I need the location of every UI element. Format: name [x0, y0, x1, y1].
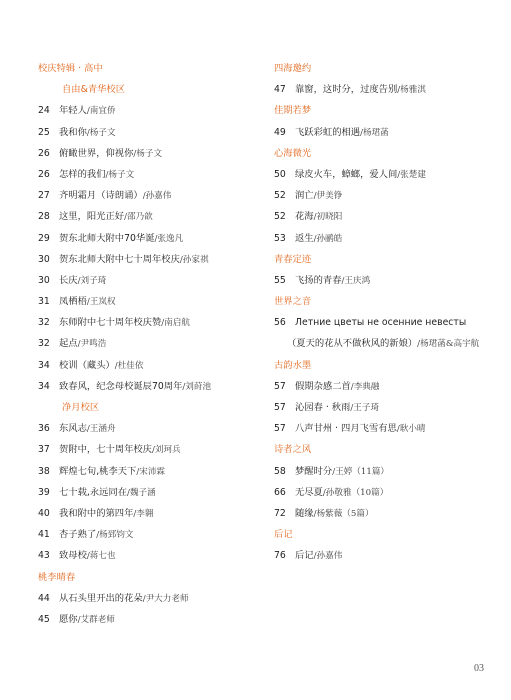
entry-author: /南宜侨 — [86, 106, 116, 117]
entry-page-number: 50 — [274, 168, 286, 180]
entry-page-number: 55 — [274, 274, 286, 286]
toc-entry — [274, 79, 506, 100]
toc-entry — [274, 164, 506, 185]
entry-page-number: 26 — [38, 168, 50, 180]
section-heading: 四海邀约 — [274, 63, 312, 74]
section-heading: 心海微光 — [274, 147, 312, 159]
entry-title: 东师附中七十周年校庆赞 — [59, 317, 162, 329]
entry-title: 校训（藏头） — [59, 359, 115, 371]
entry-title: 凤栖梧 — [59, 296, 87, 308]
entry-page-number: 41 — [38, 529, 50, 541]
entry-page-number: 31 — [38, 296, 50, 308]
entry-page-number: 56 — [274, 317, 286, 329]
entry-author: /尹鸣浩 — [77, 339, 107, 350]
entry-title: 齐明霜月（诗朗诵） — [59, 190, 143, 202]
toc-entry — [274, 312, 506, 333]
entry-author: /杨珺菡 — [360, 127, 389, 138]
entry-title: 从石头里开出的花朵 — [59, 592, 143, 604]
toc-entry — [38, 270, 263, 291]
toc-entry-continuation — [274, 333, 506, 354]
section-heading: 佳期若梦 — [274, 105, 312, 117]
entry-author: /杨子文 — [86, 127, 116, 138]
section-heading: 古韵水墨 — [274, 359, 312, 371]
section-heading: 后记 — [274, 529, 293, 541]
entry-page-number: 57 — [274, 423, 286, 435]
entry-author: /初晓阳 — [313, 212, 343, 223]
entry-page-number: 40 — [38, 507, 50, 519]
entry-author: /王涵舟 — [86, 424, 116, 435]
entry-page-number: 52 — [274, 211, 286, 223]
entry-title: 沁园春 · 秋雨 — [295, 402, 351, 413]
entry-page-number: 52 — [274, 190, 286, 202]
entry-page-number: 34 — [38, 380, 50, 392]
entry-title: 怎样的我们 — [59, 168, 106, 180]
entry-author: /邵乃歆 — [124, 212, 153, 223]
entry-title: 返生 — [295, 232, 314, 244]
entry-title: 无尽夏 — [295, 486, 323, 498]
entry-author: /伊美铮 — [313, 191, 343, 202]
entry-title: 飞跃彩虹的相遇 — [295, 126, 361, 138]
entry-author: /杨郅钧文 — [96, 530, 134, 541]
entry-title: 致母校 — [59, 550, 87, 562]
page-number: 03 — [474, 663, 484, 674]
toc-entry — [38, 609, 263, 630]
entry-page-number: 32 — [38, 317, 50, 329]
entry-page-number: 29 — [38, 232, 50, 244]
entry-author: /王庆鸿 — [341, 275, 371, 286]
section-heading: 诗者之风 — [274, 444, 312, 456]
toc-left-column — [38, 58, 263, 630]
toc-entry — [38, 482, 263, 503]
entry-author: /杨子文 — [133, 148, 163, 159]
entry-author: /杜佳依 — [114, 360, 144, 371]
toc-entry — [38, 185, 263, 206]
toc-entry — [38, 355, 263, 376]
entry-page-number: 47 — [274, 84, 286, 96]
entry-page-number: 28 — [38, 211, 50, 223]
entry-title: 靠窗，这时分，过度告别 — [295, 84, 398, 96]
entry-author: /尹大力老师 — [142, 593, 189, 604]
entry-author: /杨子文 — [105, 169, 135, 180]
toc-entry — [38, 418, 263, 439]
entry-page-number: 27 — [38, 190, 50, 202]
entry-author: /孙嘉伟 — [313, 551, 343, 562]
entry-author: /李翱 — [133, 508, 154, 519]
entry-title: 年轻人 — [59, 105, 87, 117]
toc-entry — [38, 461, 263, 482]
toc-entry — [38, 503, 263, 524]
subsection-heading: 净月校区 — [62, 402, 100, 413]
entry-title: 东风志 — [59, 423, 87, 435]
entry-title: 后记 — [295, 550, 314, 562]
entry-author: /孙家祺 — [179, 254, 209, 265]
subsection-heading: 自由&青华校区 — [62, 84, 126, 96]
entry-page-number: 58 — [274, 465, 286, 477]
entry-title: Летние цветы не осенние невесты — [295, 317, 467, 329]
entry-author: /王岚权 — [86, 297, 116, 308]
toc-entry — [274, 185, 506, 206]
toc-entry — [38, 122, 263, 143]
toc-entry — [38, 143, 263, 164]
entry-page-number: 43 — [38, 550, 50, 562]
toc-entry — [274, 206, 506, 227]
entry-page-number: 32 — [38, 338, 50, 350]
entry-author: /艾群老师 — [77, 614, 115, 625]
entry-page-number: 49 — [274, 126, 286, 138]
entry-title: 杏子熟了 — [59, 529, 97, 541]
toc-entry — [274, 545, 506, 566]
entry-title: 梦醒时分 — [295, 465, 333, 477]
entry-page-number: 66 — [274, 486, 286, 498]
entry-page-number: 38 — [38, 465, 50, 477]
entry-title: 贺附中，七十周年校庆 — [59, 444, 152, 456]
entry-page-number: 25 — [38, 126, 50, 138]
entry-title: （夏天的花从不做秋风的新娘） — [287, 338, 418, 350]
toc-entry — [38, 439, 263, 460]
entry-author: /张楚建 — [397, 169, 426, 180]
entry-page-number: 76 — [274, 550, 286, 562]
entry-author: /宋沛霖 — [136, 466, 166, 477]
entry-page-number: 30 — [38, 253, 50, 265]
toc-entry — [274, 461, 506, 482]
toc-entry — [38, 228, 263, 249]
entry-title: 润亡 — [295, 190, 314, 202]
section-heading: 桃李晴春 — [38, 571, 76, 583]
entry-page-number: 36 — [38, 423, 50, 435]
entry-author: /刘子琦 — [77, 275, 107, 286]
toc-entry — [38, 376, 263, 397]
toc-entry — [274, 270, 506, 291]
toc-entry — [38, 164, 263, 185]
entry-author: /王子琦 — [350, 403, 380, 413]
entry-page-number: 57 — [274, 380, 286, 392]
entry-title: 我和你 — [59, 126, 87, 138]
section-heading: 世界之音 — [274, 296, 312, 308]
toc-entry — [274, 397, 506, 418]
entry-title: 假期杂感二首 — [295, 380, 351, 392]
entry-author: /耿小晴 — [396, 424, 426, 435]
entry-page-number: 72 — [274, 507, 286, 519]
entry-author: /南启航 — [161, 318, 190, 329]
entry-author: /王婷（11篇） — [332, 466, 390, 477]
entry-title: 致春风，纪念母校诞辰70周年 — [59, 380, 183, 392]
entry-author: /孙鹂皓 — [313, 233, 343, 244]
entry-page-number: 34 — [38, 359, 50, 371]
entry-author: /杨珺菡&高宇航 — [417, 339, 480, 350]
entry-author: /杨紫薇（5篇） — [313, 508, 374, 519]
entry-title: 这里，阳光正好 — [59, 211, 125, 223]
entry-author: /杨雅淇 — [397, 85, 426, 96]
entry-title: 辉煌七旬,桃李天下 — [59, 465, 137, 477]
entry-title: 七十载,永远同在 — [59, 486, 128, 498]
entry-title: 长庆 — [59, 274, 78, 286]
entry-title: 花海 — [295, 211, 314, 223]
section-heading: 校庆特辑 · 高中 — [38, 63, 103, 74]
entry-author: /孙嘉伟 — [142, 191, 172, 202]
toc-entry — [274, 482, 506, 503]
entry-title: 八声甘州 · 四月飞雪有思 — [295, 423, 397, 435]
entry-page-number: 45 — [38, 613, 50, 625]
toc-entry — [274, 228, 506, 249]
entry-title: 愿你 — [59, 613, 78, 625]
toc-entry — [274, 503, 506, 524]
entry-page-number: 57 — [274, 402, 286, 413]
entry-page-number: 26 — [38, 147, 50, 159]
entry-page-number: 24 — [38, 105, 50, 117]
section-heading: 青春定迹 — [274, 253, 312, 265]
toc-entry — [38, 524, 263, 545]
entry-page-number: 44 — [38, 592, 50, 604]
toc-entry — [38, 249, 263, 270]
entry-title: 贺东北师大附中七十周年校庆 — [59, 253, 180, 265]
entry-page-number: 37 — [38, 444, 50, 456]
entry-author: /李典融 — [350, 381, 380, 392]
toc-entry — [38, 545, 263, 566]
entry-title: 起点 — [59, 338, 78, 350]
entry-author: /孙敬雅（10篇） — [322, 487, 389, 498]
toc-entry — [38, 588, 263, 609]
entry-author: /刘珂兵 — [151, 445, 181, 456]
entry-page-number: 53 — [274, 232, 286, 244]
toc-entry — [38, 333, 263, 354]
toc-entry — [274, 418, 506, 439]
entry-title: 贺东北师大附中70华诞 — [59, 232, 155, 244]
toc-entry — [38, 291, 263, 312]
toc-entry — [274, 376, 506, 397]
toc-entry — [38, 312, 263, 333]
toc-entry — [274, 122, 506, 143]
entry-page-number: 30 — [38, 274, 50, 286]
entry-author: /魏子涵 — [127, 487, 156, 498]
entry-title: 俯瞰世界，仰视你 — [59, 147, 134, 159]
entry-title: 随缘 — [295, 507, 314, 519]
entry-page-number: 39 — [38, 486, 50, 498]
entry-title: 飞扬的青春 — [295, 274, 342, 286]
entry-author: /刘莳池 — [182, 381, 212, 392]
toc-entry — [38, 100, 263, 121]
entry-author: /蒋七也 — [86, 551, 116, 562]
entry-title: 我和附中的第四年 — [59, 507, 134, 519]
entry-title: 绿皮火车，蟑螂，爱人间 — [295, 168, 398, 180]
entry-author: /张逸凡 — [154, 233, 184, 244]
toc-right-column — [274, 58, 506, 567]
toc-entry — [38, 206, 263, 227]
